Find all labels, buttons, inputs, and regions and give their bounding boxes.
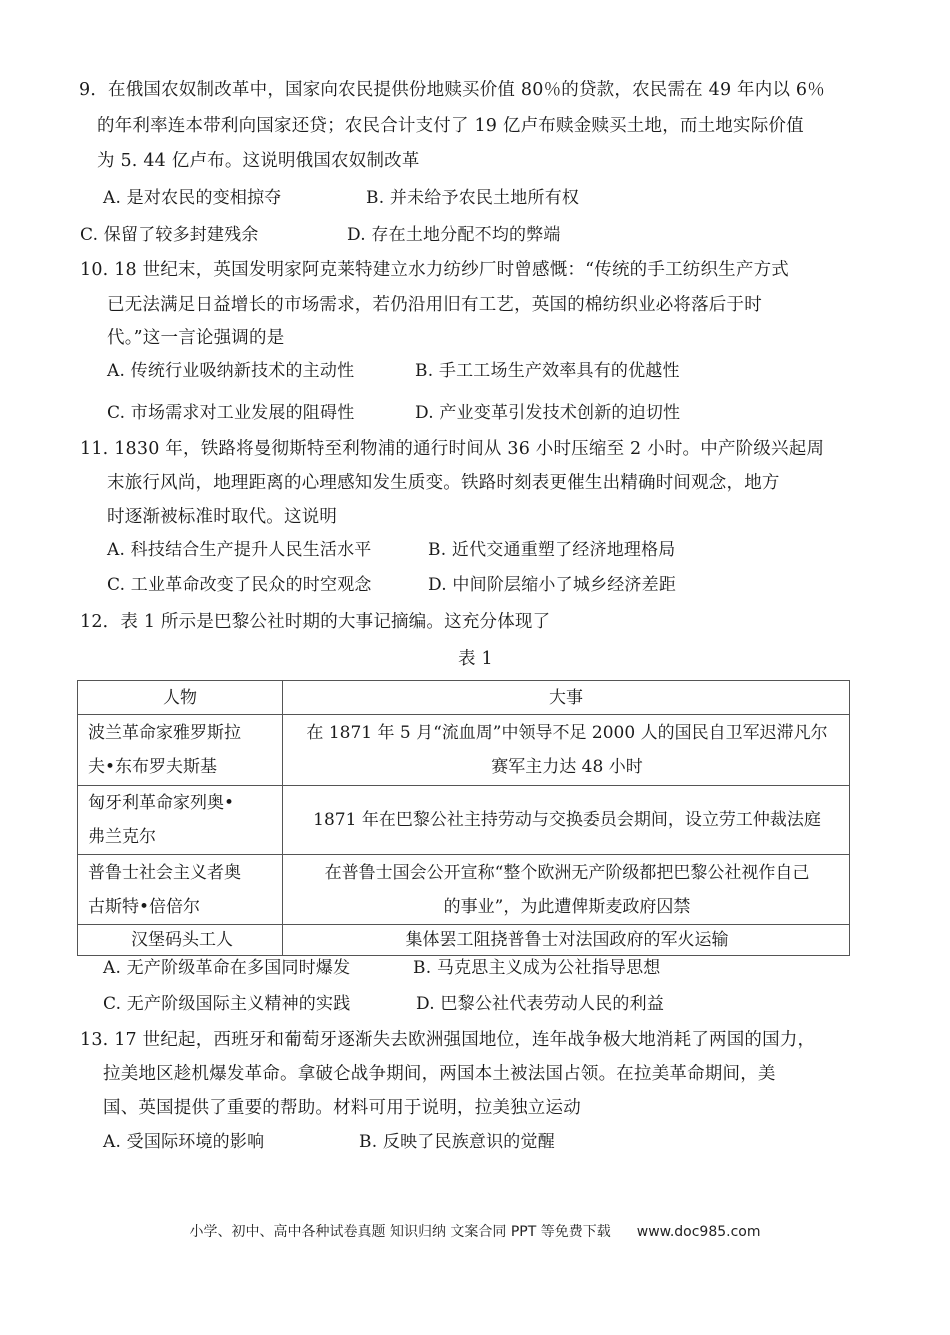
table-header-event: 大事 — [283, 681, 850, 715]
table-cell-event — [283, 786, 850, 855]
question-11-option-a: A. 科技结合生产提升人民生活水平 — [107, 540, 372, 560]
question-11-line-1: 11. 1830 年，铁路将曼彻斯特至利物浦的通行时间从 36 小时压缩至 2 小时。中产阶级兴起周 — [80, 439, 825, 459]
table-header-person: 人物 — [78, 681, 283, 715]
question-12-stem: 12．表 1 所示是巴黎公社时期的大事记摘编。这充分体现了 — [80, 612, 551, 632]
table-cell-event — [283, 715, 850, 786]
question-11-line-2: 末旅行风尚，地理距离的心理感知发生质变。铁路时刻表更催生出精确时间观念，地方 — [107, 473, 780, 493]
table-header-row — [78, 681, 850, 715]
question-9-line-2: 的年利率连本带利向国家还贷；农民合计支付了 19 亿卢布赎金赎买土地，而土地实际价值 — [97, 116, 804, 136]
question-9-line-1: 9．在俄国农奴制改革中，国家向农民提供份地赎买价值 80％的贷款，农民需在 49 年内以 6％ — [79, 80, 825, 100]
question-13-line-2: 拉美地区趁机爆发革命。拿破仑战争期间，两国本土被法国占领。在拉美革命期间，美 — [103, 1064, 776, 1084]
question-13-option-a: A. 受国际环境的影响 — [103, 1132, 265, 1152]
question-13-option-b: B. 反映了民族意识的觉醒 — [359, 1132, 555, 1152]
table-cell-person — [78, 786, 283, 855]
question-12-option-c: C. 无产阶级国际主义精神的实践 — [103, 994, 351, 1014]
cell-line: 的事业”，为此遭俾斯麦政府囚禁 — [443, 896, 691, 917]
question-9-option-d: D. 存在土地分配不均的弊端 — [347, 225, 561, 245]
question-12-option-b: B. 马克思主义成为公社指导思想 — [413, 958, 661, 978]
cell-line: 汉堡码头工人 — [131, 930, 233, 950]
table-cell-event — [283, 925, 850, 956]
question-12-option-a: A. 无产阶级革命在多国同时爆发 — [103, 958, 351, 978]
cell-line: 普鲁士社会主义者奥 — [88, 862, 241, 883]
cell-line: 古斯特•倍倍尔 — [88, 896, 201, 917]
table-caption: 表 1 — [458, 649, 493, 669]
question-10-line-1: 10. 18 世纪末，英国发明家阿克莱特建立水力纺纱厂时曾感慨：“传统的手工纺织生产方式 — [80, 260, 789, 280]
question-11-line-3: 时逐渐被标准时取代。这说明 — [107, 507, 338, 527]
table-cell-person — [78, 925, 283, 956]
table-cell-person — [78, 715, 283, 786]
question-10-option-d: D. 产业变革引发技术创新的迫切性 — [415, 403, 681, 423]
question-10-line-2: 已无法满足日益增长的市场需求，若仍沿用旧有工艺，英国的棉纺织业必将落后于时 — [107, 295, 762, 315]
question-13-line-1: 13. 17 世纪起，西班牙和葡萄牙逐渐失去欧洲强国地位，连年战争极大地消耗了两国的国力， — [80, 1030, 816, 1050]
cell-line: 在 1871 年 5 月“流血周”中领导不足 2000 人的国民自卫军迟滞凡尔 — [306, 723, 828, 743]
cell-line: 集体罢工阻挠普鲁士对法国政府的军火运输 — [405, 930, 729, 950]
question-12-option-d: D. 巴黎公社代表劳动人民的利益 — [416, 994, 665, 1014]
cell-line: 波兰革命家雅罗斯拉 — [88, 723, 241, 743]
question-9-line-3: 为 5. 44 亿卢布。这说明俄国农奴制改革 — [97, 151, 420, 171]
question-11-option-d: D. 中间阶层缩小了城乡经济差距 — [428, 575, 677, 595]
question-10-option-c: C. 市场需求对工业发展的阻碍性 — [107, 403, 355, 423]
table-row — [78, 855, 850, 925]
cell-line: 匈牙利革命家列奥• — [88, 793, 235, 813]
question-10-line-3: 代。”这一言论强调的是 — [107, 328, 285, 348]
table-row — [78, 925, 850, 956]
footer-site-link[interactable]: www.doc985.com — [636, 1224, 761, 1240]
page-footer — [0, 1223, 950, 1241]
table-row — [78, 715, 850, 786]
question-13-line-3: 国、英国提供了重要的帮助。材料可用于说明，拉美独立运动 — [103, 1098, 581, 1118]
question-9-option-b: B. 并未给予农民土地所有权 — [366, 188, 580, 208]
question-10-option-b: B. 手工工场生产效率具有的优越性 — [415, 361, 680, 381]
footer-text: 小学、初中、高中各种试卷真题 知识归纳 文案合同 PPT 等免费下载 — [189, 1224, 611, 1240]
cell-line: 1871 年在巴黎公社主持劳动与交换委员会期间，设立劳工仲裁法庭 — [313, 810, 821, 830]
table-row — [78, 786, 850, 855]
question-11-option-b: B. 近代交通重塑了经济地理格局 — [428, 540, 676, 560]
cell-line: 夫•东布罗夫斯基 — [88, 757, 218, 777]
table-cell-event — [283, 855, 850, 925]
question-9-option-c: C. 保留了较多封建残余 — [80, 225, 259, 245]
question-10-option-a: A. 传统行业吸纳新技术的主动性 — [107, 361, 355, 381]
question-9-option-a: A. 是对农民的变相掠夺 — [103, 188, 282, 208]
cell-line: 在普鲁士国会公开宣称“整个欧洲无产阶级都把巴黎公社视作自己 — [324, 862, 810, 883]
cell-line: 弗兰克尔 — [88, 827, 156, 847]
events-table — [77, 680, 850, 956]
cell-line: 赛军主力达 48 小时 — [491, 757, 643, 777]
table-cell-person — [78, 855, 283, 925]
question-11-option-c: C. 工业革命改变了民众的时空观念 — [107, 575, 372, 595]
